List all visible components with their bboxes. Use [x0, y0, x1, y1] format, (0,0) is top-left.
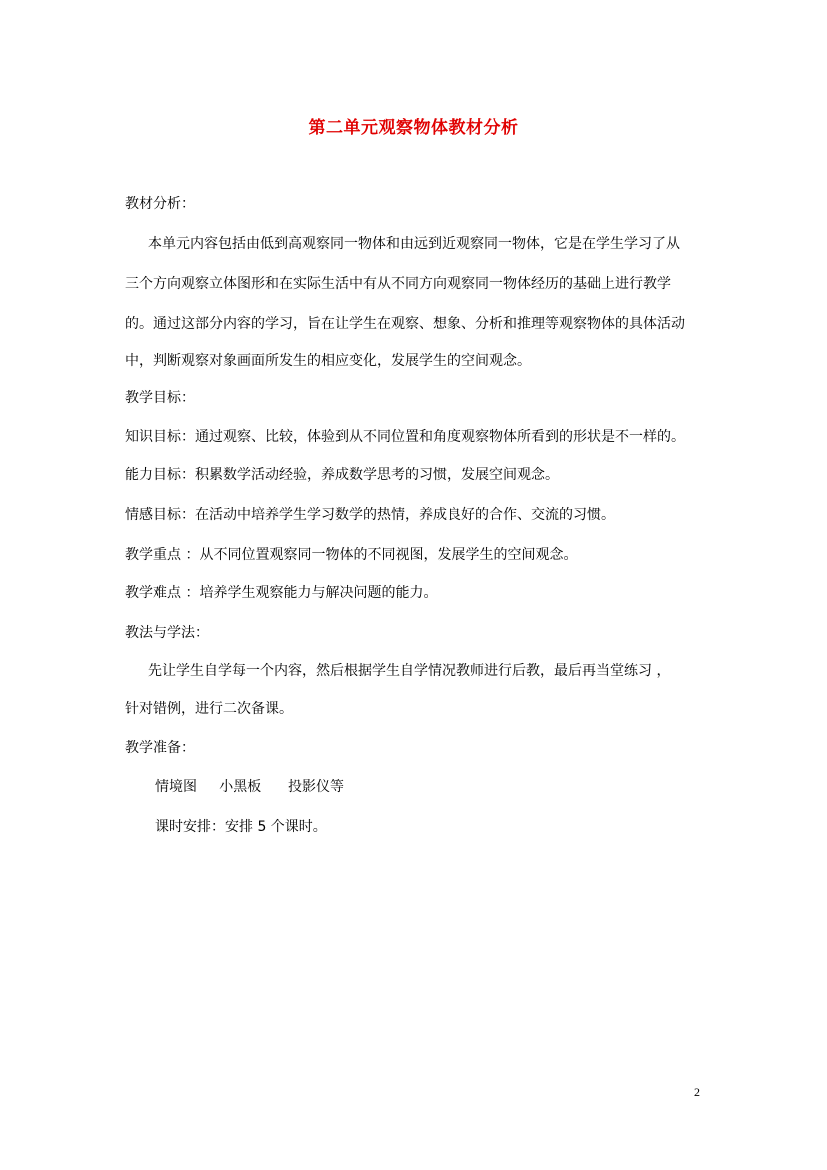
paragraph-line: 针对错例，进行二次备课。: [125, 701, 293, 717]
section-heading-methods: 教法与学法：: [125, 625, 209, 641]
teaching-difficulty: 教学难点 ：培养学生观察能力与解决问题的能力。: [125, 585, 438, 601]
paragraph-line: 的。通过这部分内容的学习，旨在让学生在观察、想象、分析和推理等观察物体的具体活动: [125, 316, 685, 332]
page-number: 2: [694, 1085, 700, 1099]
section-heading-teaching-goals: 教学目标：: [125, 390, 195, 406]
document-title: 第二单元观察物体教材分析: [308, 118, 519, 138]
section-heading-material-analysis: 教材分析：: [125, 196, 195, 212]
paragraph-line: 中，判断观察对象画面所发生的相应变化，发展学生的空间观念。: [125, 353, 531, 369]
schedule-line: 课时安排：安排 5 个课时。: [155, 819, 327, 835]
section-heading-preparation: 教学准备：: [125, 740, 195, 756]
paragraph-line: 本单元内容包括由低到高观察同一物体和由远到近观察同一物体，它是在学生学习了从: [148, 236, 680, 252]
ability-goal: 能力目标：积累数学活动经验，养成数学思考的习惯，发展空间观念。: [125, 467, 559, 483]
paragraph-line: 先让学生自学每一个内容，然后根据学生自学情况教师进行后教，最后再当堂练习 ，: [148, 663, 671, 679]
paragraph-line: 三个方向观察立体图形和在实际生活中有从不同方向观察同一物体经历的基础上进行教学: [125, 276, 671, 292]
preparation-items: 情境图 小黑板 投影仪等: [155, 779, 344, 795]
knowledge-goal: 知识目标：通过观察、比较，体验到从不同位置和角度观察物体所看到的形状是不一样的。: [125, 429, 685, 445]
emotion-goal: 情感目标：在活动中培养学生学习数学的热情，养成良好的合作、交流的习惯。: [125, 507, 615, 523]
teaching-key-point: 教学重点 ：从不同位置观察同一物体的不同视图，发展学生的空间观念。: [125, 547, 578, 563]
